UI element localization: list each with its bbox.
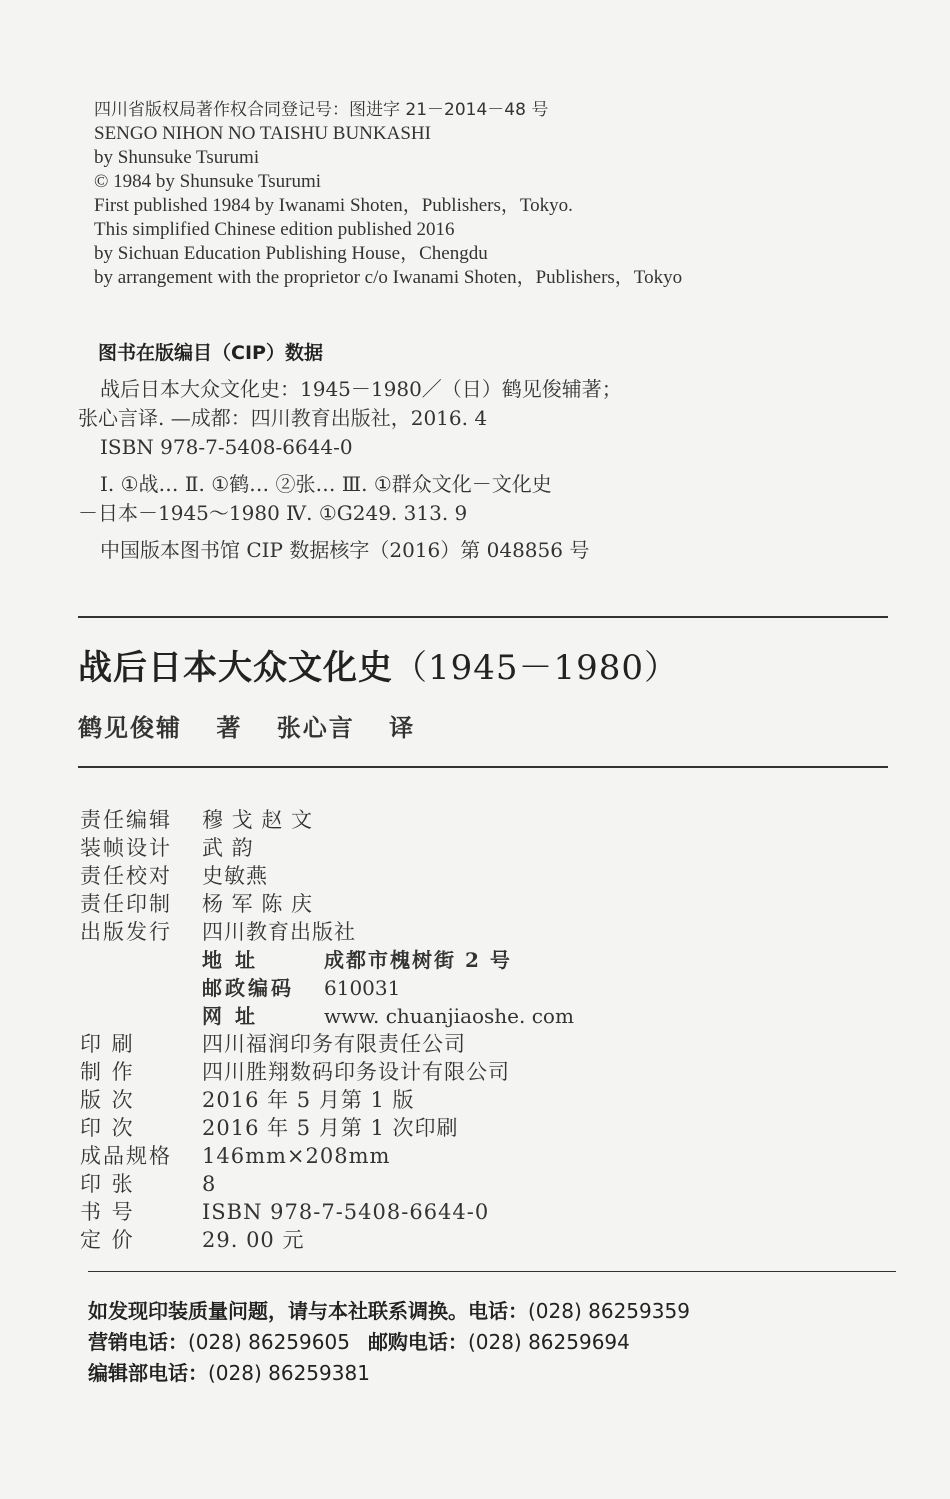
detail-label: 印 刷 <box>80 1032 135 1056</box>
detail-value: www. chuanjiaoshe. com <box>324 1004 574 1028</box>
translator-role: 译 <box>389 714 416 742</box>
author-name: 鹤见俊辅 <box>78 714 182 742</box>
edition-note: This simplified Chinese edition published 2016 <box>94 219 455 240</box>
detail-label: 版 次 <box>80 1088 135 1112</box>
cip-classification: －日本－1945～1980 Ⅳ. ①G249. 313. 9 <box>78 501 468 525</box>
detail-value: 四川胜翔数码印务设计有限公司 <box>202 1060 510 1084</box>
cip-isbn: ISBN 978-7-5408-6644-0 <box>100 435 353 459</box>
detail-row-printer <box>80 1028 880 1056</box>
detail-row-isbn <box>80 1196 880 1224</box>
detail-value: 武 韵 <box>202 836 254 860</box>
detail-value: 8 <box>202 1172 217 1196</box>
detail-label: 制 作 <box>80 1060 135 1084</box>
quality-phone: (028) 86259359 <box>528 1299 690 1323</box>
contact-info <box>88 1296 888 1389</box>
cip-data <box>78 338 878 565</box>
title-text: 战后日本大众文化史 <box>78 648 393 688</box>
publication-details <box>80 804 880 1252</box>
detail-row-proofreader <box>80 860 880 888</box>
copyright-notice <box>94 98 854 290</box>
copyright-line: © 1984 by Shunsuke Tsurumi <box>94 171 322 192</box>
editorial-phone: (028) 86259381 <box>208 1361 370 1385</box>
authors-line <box>78 708 439 743</box>
detail-label: 网 址 <box>202 1004 258 1028</box>
detail-value: 成都市槐树街 2 号 <box>324 948 512 972</box>
first-published: First published 1984 by Iwanami Shoten，Publishers，Tokyo. <box>94 195 573 216</box>
translator-name: 张心言 <box>276 714 355 742</box>
cip-line: 战后日本大众文化史：1945－1980／（日）鹤见俊辅著； <box>100 377 622 401</box>
detail-row-editor <box>80 804 880 832</box>
detail-row-sheets <box>80 1168 880 1196</box>
contract-registration: 四川省版权局著作权合同登记号：图进字 21－2014－48 号 <box>94 100 549 120</box>
detail-label: 装帧设计 <box>80 836 172 860</box>
detail-row-address <box>80 944 880 972</box>
arrangement-note: by arrangement with the proprietor c/o Iwanami Shoten，Publishers，Tokyo <box>94 267 683 288</box>
detail-row-edition <box>80 1084 880 1112</box>
mail-order-label: 邮购电话： <box>367 1330 468 1354</box>
detail-label: 定 价 <box>80 1228 135 1252</box>
marketing-label: 营销电话： <box>88 1330 188 1354</box>
detail-row-printing-manager <box>80 888 880 916</box>
divider <box>78 766 888 768</box>
detail-value: 2016 年 5 月第 1 次印刷 <box>202 1116 459 1140</box>
author-role: 著 <box>216 714 243 742</box>
detail-label: 地 址 <box>202 948 258 972</box>
detail-label: 出版发行 <box>80 920 172 944</box>
detail-row-size <box>80 1140 880 1168</box>
detail-label: 印 次 <box>80 1116 135 1140</box>
detail-row-postcode <box>80 972 880 1000</box>
detail-row-website <box>80 1000 880 1028</box>
marketing-phone: (028) 86259605 <box>188 1330 350 1354</box>
divider <box>88 1271 896 1272</box>
book-title <box>78 640 679 689</box>
detail-row-designer <box>80 832 880 860</box>
detail-label: 印 张 <box>80 1172 135 1196</box>
editorial-label: 编辑部电话： <box>88 1361 208 1385</box>
detail-label: 邮政编码 <box>202 976 294 1000</box>
quality-label: 如发现印装质量问题，请与本社联系调换。电话： <box>88 1299 528 1323</box>
detail-row-price <box>80 1224 880 1252</box>
detail-value: ISBN 978-7-5408-6644-0 <box>202 1200 490 1224</box>
detail-label: 书 号 <box>80 1200 135 1224</box>
detail-value: 穆 戈 赵 文 <box>202 808 314 832</box>
detail-label: 责任校对 <box>80 864 172 888</box>
detail-row-impression <box>80 1112 880 1140</box>
quality-contact <box>88 1296 888 1327</box>
detail-value: 2016 年 5 月第 1 版 <box>202 1088 415 1112</box>
cip-classification: Ⅰ. ①战… Ⅱ. ①鹤… ②张… Ⅲ. ①群众文化－文化史 <box>100 472 552 496</box>
detail-row-publisher <box>80 916 880 944</box>
mail-order-phone: (028) 86259694 <box>467 1330 630 1354</box>
editorial-contact <box>88 1358 888 1389</box>
sales-contact <box>88 1327 888 1358</box>
detail-row-producer <box>80 1056 880 1084</box>
detail-label: 成品规格 <box>80 1144 172 1168</box>
detail-value: 四川福润印务有限责任公司 <box>202 1032 466 1056</box>
detail-value: 四川教育出版社 <box>202 920 356 944</box>
detail-value: 史敏燕 <box>202 864 268 888</box>
detail-value: 146mm×208mm <box>202 1144 391 1168</box>
cip-line: 张心言译. —成都：四川教育出版社，2016. 4 <box>78 406 488 430</box>
detail-value: 610031 <box>324 976 401 1000</box>
cip-heading: 图书在版编目（CIP）数据 <box>98 342 323 364</box>
detail-label: 责任编辑 <box>80 808 172 832</box>
detail-value: 杨 军 陈 庆 <box>202 892 314 916</box>
divider <box>78 616 888 618</box>
original-title: SENGO NIHON NO TAISHU BUNKASHI <box>94 123 431 144</box>
original-author: by Shunsuke Tsurumi <box>94 147 260 168</box>
publisher-note: by Sichuan Education Publishing House，Chengdu <box>94 243 488 264</box>
detail-value: 29. 00 元 <box>202 1228 305 1252</box>
title-years: （1945－1980） <box>393 648 680 688</box>
cip-approval-number: 中国版本图书馆 CIP 数据核字（2016）第 048856 号 <box>100 538 590 562</box>
detail-label: 责任印制 <box>80 892 172 916</box>
